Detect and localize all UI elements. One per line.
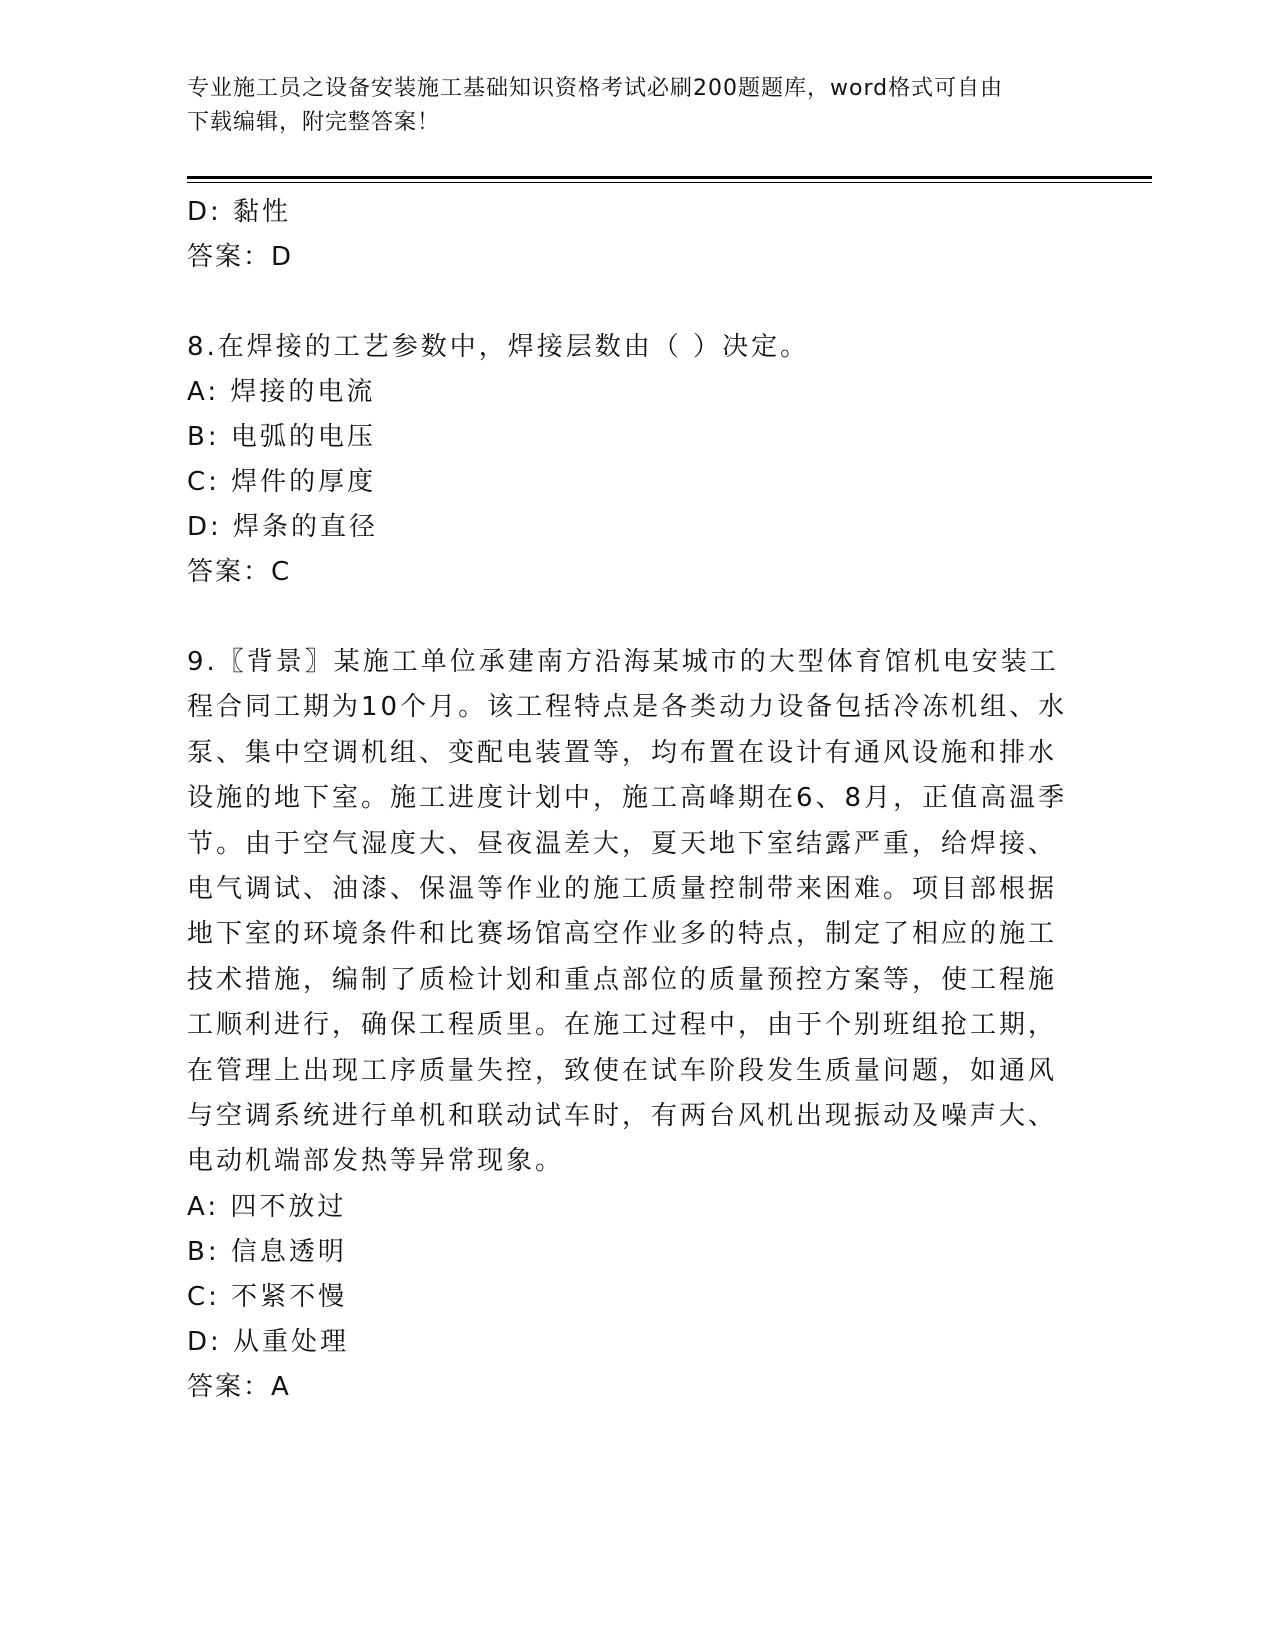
q9-option-d: D: 从重处理 (187, 1326, 350, 1357)
q9-stem-line: 技术措施，编制了质检计划和重点部位的质量预控方案等，使工程施 (187, 964, 1058, 995)
q9-stem-line: 设施的地下室。施工进度计划中，施工高峰期在6、8月，正值高温季 (187, 783, 1068, 814)
q8-answer: 答案：C (187, 557, 292, 587)
q9-stem-line: 9.〖背景〗某施工单位承建南方沿海某城市的大型体育馆机电安装工 (187, 647, 1059, 677)
q9-stem-line: 工顺利进行，确保工程质里。在施工过程中，由于个别班组抢工期， (187, 1010, 1058, 1041)
q9-stem-line: 程合同工期为10个月。该工程特点是各类动力设备包括冷冻机组、水 (187, 692, 1068, 723)
q8-stem: 8.在焊接的工艺参数中，焊接层数由（ ）决定。 (187, 332, 810, 362)
spacer (187, 280, 1067, 325)
page-header (187, 72, 1067, 140)
prev-answer: 答案：D (187, 242, 294, 272)
q9-option-b: B: 信息透明 (187, 1236, 347, 1267)
q9-stem-line: 泵、集中空调机组、变配电装置等，均布置在设计有通风设施和排水 (187, 737, 1058, 768)
q8-option-b: B: 电弧的电压 (187, 422, 376, 452)
q9-stem-line: 电气调试、油漆、保温等作业的施工质量控制带来困难。项目部根据 (187, 873, 1058, 904)
q9-answer: 答案：A (187, 1371, 291, 1402)
q8-option-a: A: 焊接的电流 (187, 377, 376, 407)
q9-stem-line: 电动机端部发热等异常现象。 (187, 1146, 565, 1177)
prev-option-d: D: 黏性 (187, 197, 292, 227)
header-rule-thin (187, 182, 1152, 183)
q9-stem (187, 640, 1067, 1185)
q9-option-a: A: 四不放过 (187, 1191, 347, 1222)
spacer (187, 595, 1067, 640)
q8-option-d: D: 焊条的直径 (187, 512, 379, 542)
q9-stem-line: 节。由于空气湿度大、昼夜温差大，夏天地下室结露严重，给焊接、 (187, 828, 1058, 859)
header-line-1: 专业施工员之设备安装施工基础知识资格考试必刷200题题库，word格式可自由 (187, 76, 1004, 101)
header-rule-thick (187, 176, 1152, 179)
q9-stem-line: 在管理上出现工序质量失控，致使在试车阶段发生质量问题，如通风 (187, 1055, 1058, 1086)
q8-option-c: C: 焊件的厚度 (187, 467, 377, 497)
q9-stem-line: 与空调系统进行单机和联动试车时，有两台风机出现振动及噪声大、 (187, 1100, 1058, 1131)
q9-stem-line: 地下室的环境条件和比赛场馆高空作业多的特点，制定了相应的施工 (187, 919, 1058, 950)
document-body (187, 190, 1067, 1410)
q9-option-c: C: 不紧不慢 (187, 1281, 348, 1312)
header-line-2: 下载编辑，附完整答案！ (187, 110, 441, 135)
